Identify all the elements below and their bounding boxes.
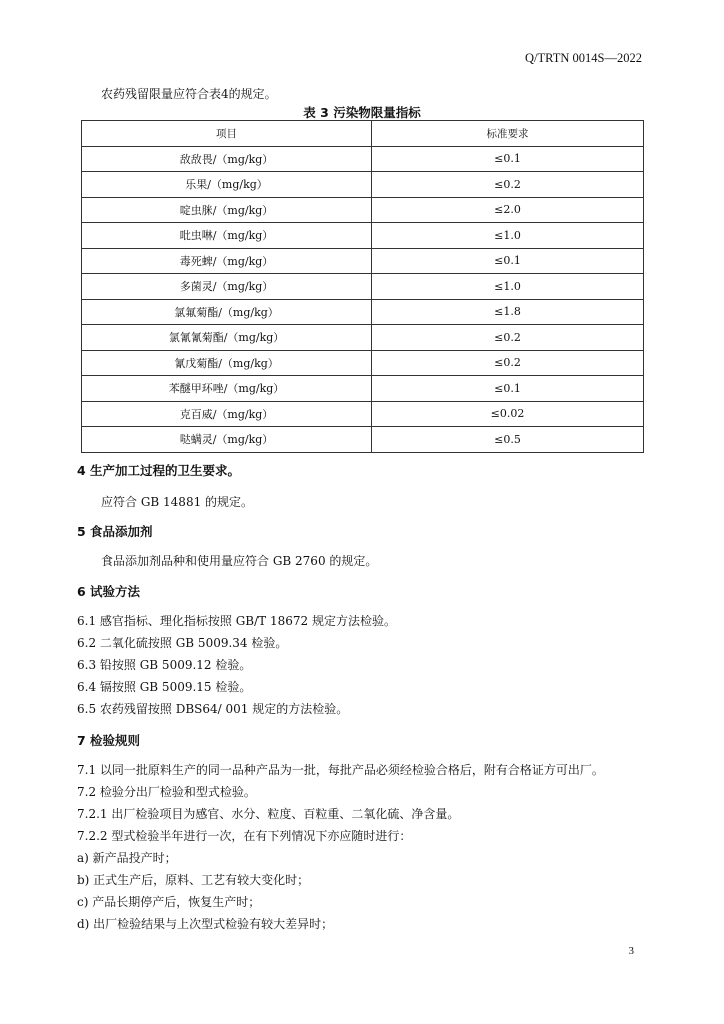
table-row <box>82 197 644 223</box>
limit-cell: ≤0.1 <box>372 376 644 402</box>
section-7-heading: 7 检验规则 <box>77 733 141 748</box>
table-row <box>82 299 644 325</box>
section-6-heading: 6 试验方法 <box>77 584 141 599</box>
limit-cell: ≤0.02 <box>372 401 644 427</box>
limit-cell: ≤1.0 <box>372 223 644 249</box>
table-row <box>82 146 644 172</box>
column-header-item: 项目 <box>82 121 372 147</box>
item-cell: 吡虫啉/（mg/kg） <box>82 223 372 249</box>
page-number: 3 <box>628 945 634 957</box>
table-header-row <box>82 121 644 147</box>
limit-cell: ≤1.8 <box>372 299 644 325</box>
section-5-heading: 5 食品添加剂 <box>77 524 153 539</box>
section-6-item: 6.2 二氧化硫按照 GB 5009.34 检验。 <box>77 636 288 650</box>
table-row <box>82 427 644 453</box>
limit-cell: ≤0.1 <box>372 248 644 274</box>
table-row <box>82 248 644 274</box>
item-cell: 毒死蜱/（mg/kg） <box>82 248 372 274</box>
section-4-body: 应符合 GB 14881 的规定。 <box>101 495 254 509</box>
limit-cell: ≤0.5 <box>372 427 644 453</box>
intro-text: 农药残留限量应符合表4的规定。 <box>101 87 277 101</box>
limit-cell: ≤2.0 <box>372 197 644 223</box>
limit-cell: ≤0.2 <box>372 350 644 376</box>
section-6-item: 6.3 铅按照 GB 5009.12 检验。 <box>77 658 252 672</box>
item-cell: 乐果/（mg/kg） <box>82 172 372 198</box>
item-cell: 氯氰氰菊酯/（mg/kg） <box>82 325 372 351</box>
table-row <box>82 274 644 300</box>
section-6-item: 6.5 农药残留按照 DBS64/ 001 规定的方法检验。 <box>77 702 349 716</box>
table-row <box>82 376 644 402</box>
contaminant-limits-table <box>81 120 644 453</box>
section-7-item: b) 正式生产后，原料、工艺有较大变化时； <box>77 873 310 887</box>
item-cell: 敌敌畏/（mg/kg） <box>82 146 372 172</box>
item-cell: 氯氟菊酯/（mg/kg） <box>82 299 372 325</box>
section-7-item: 7.2 检验分出厂检验和型式检验。 <box>77 785 256 799</box>
section-7-item: 7.2.1 出厂检验项目为感官、水分、粒度、百粒重、二氧化硫、净含量。 <box>77 807 460 821</box>
column-header-requirement: 标准要求 <box>372 121 644 147</box>
section-7-item: 7.1 以同一批原料生产的同一品种产品为一批，每批产品必须经检验合格后，附有合格证方可出厂。 <box>77 763 604 777</box>
table-row <box>82 325 644 351</box>
section-7-item: a) 新产品投产时； <box>77 851 177 865</box>
item-cell: 多菌灵/（mg/kg） <box>82 274 372 300</box>
item-cell: 氰戊菊酯/（mg/kg） <box>82 350 372 376</box>
section-5-body: 食品添加剂品种和使用量应符合 GB 2760 的规定。 <box>101 554 378 568</box>
section-4-heading: 4 生产加工过程的卫生要求。 <box>77 463 241 478</box>
table-row <box>82 223 644 249</box>
section-7-item: c) 产品长期停产后，恢复生产时； <box>77 895 261 909</box>
table-row <box>82 401 644 427</box>
document-code: Q/TRTN 0014S—2022 <box>525 51 642 65</box>
section-6-item: 6.1 感官指标、理化指标按照 GB/T 18672 规定方法检验。 <box>77 614 396 628</box>
limit-cell: ≤1.0 <box>372 274 644 300</box>
item-cell: 苯醚甲环唑/（mg/kg） <box>82 376 372 402</box>
item-cell: 啶虫脒/（mg/kg） <box>82 197 372 223</box>
table-row <box>82 172 644 198</box>
section-7-item: 7.2.2 型式检验半年进行一次，在有下列情况下亦应随时进行： <box>77 829 412 843</box>
limit-cell: ≤0.2 <box>372 325 644 351</box>
item-cell: 哒螨灵/（mg/kg） <box>82 427 372 453</box>
table-row <box>82 350 644 376</box>
limit-cell: ≤0.1 <box>372 146 644 172</box>
item-cell: 克百威/（mg/kg） <box>82 401 372 427</box>
section-7-item: d) 出厂检验结果与上次型式检验有较大差异时； <box>77 917 334 931</box>
limit-cell: ≤0.2 <box>372 172 644 198</box>
section-6-item: 6.4 镉按照 GB 5009.15 检验。 <box>77 680 252 694</box>
table-caption: 表 3 污染物限量指标 <box>303 105 421 120</box>
